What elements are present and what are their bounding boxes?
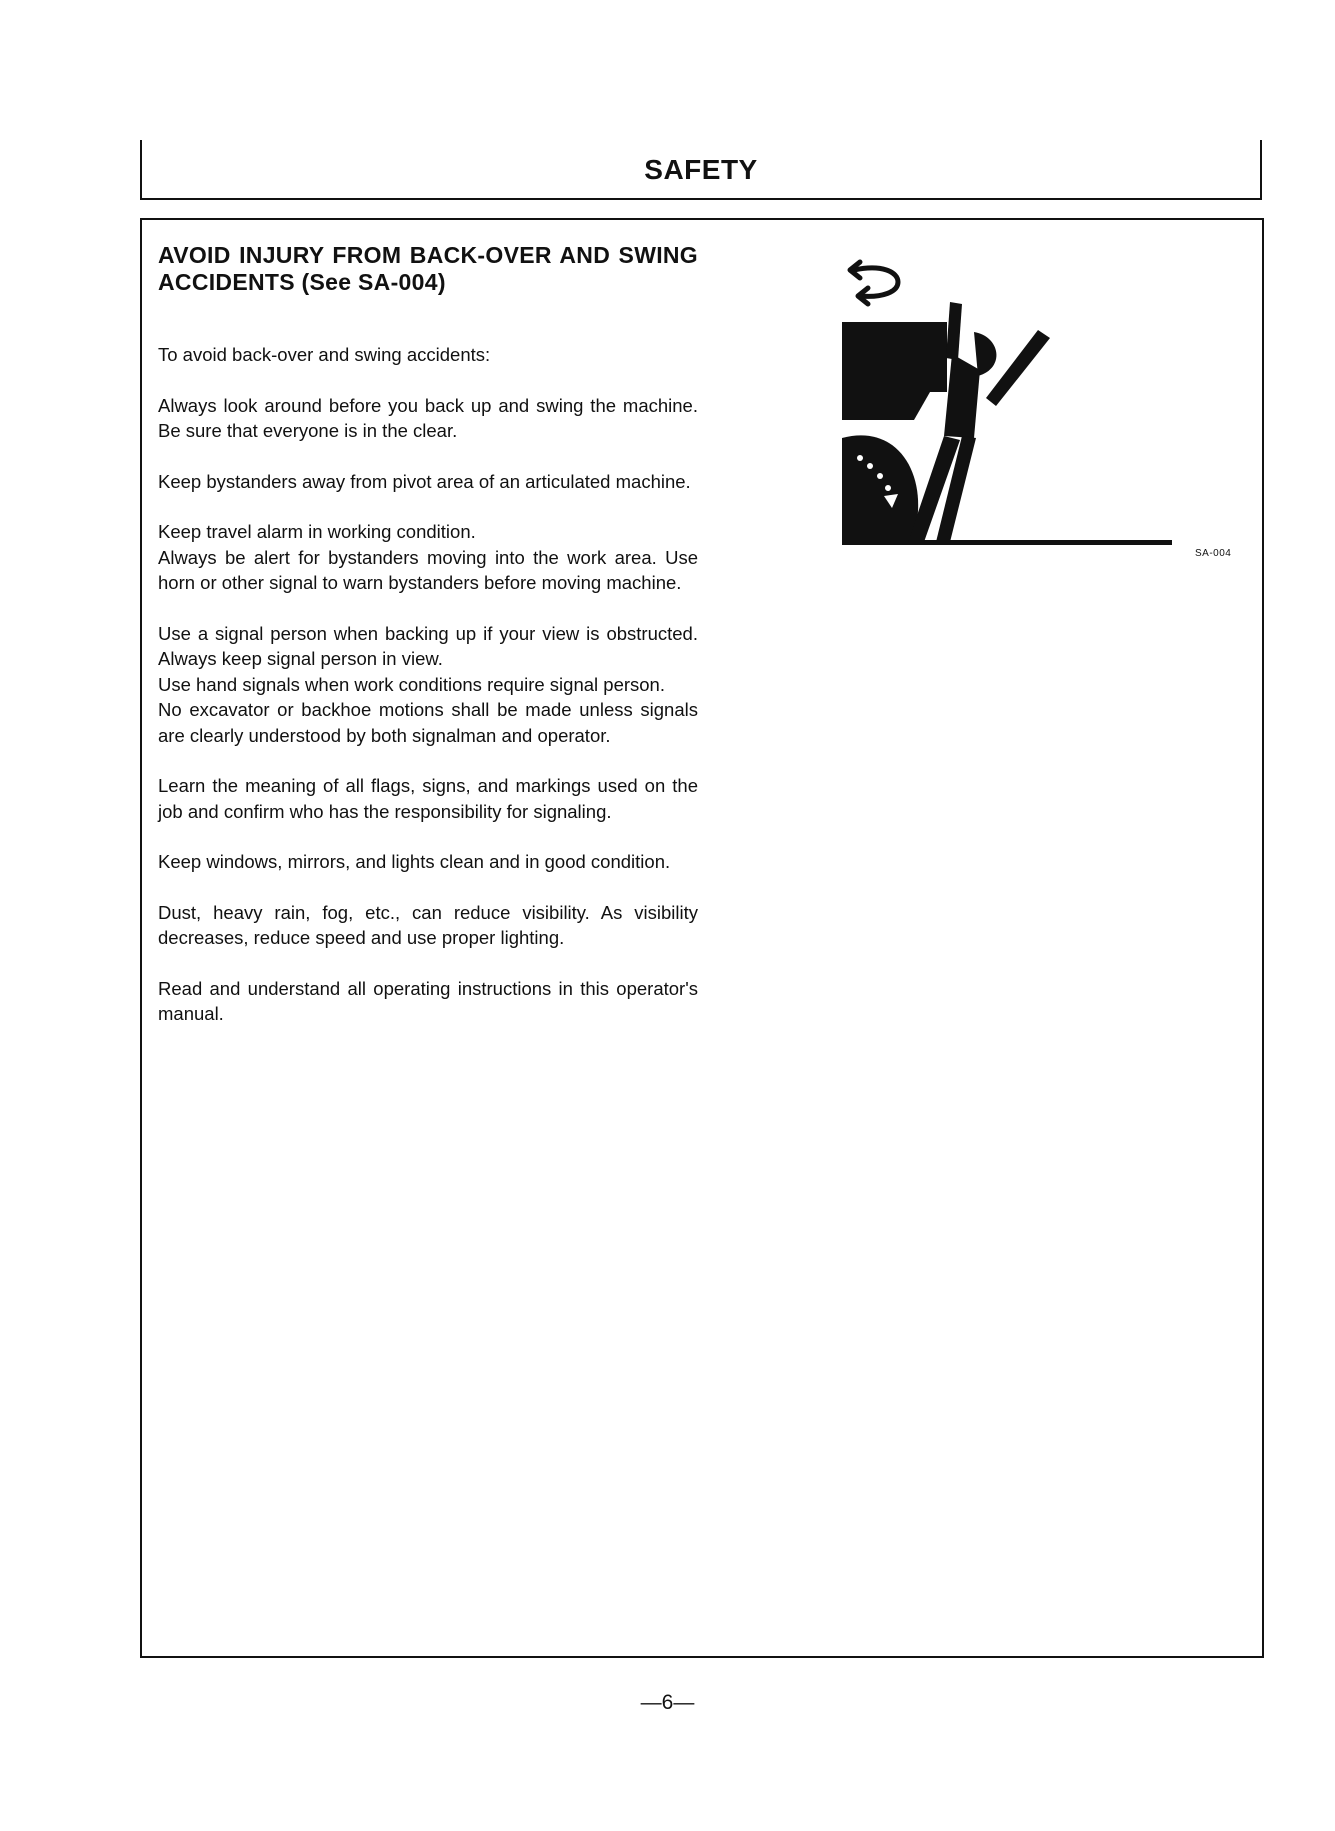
pivot-area-paragraph: Keep bystanders away from pivot area of an articulated machine. bbox=[158, 470, 691, 492]
ground-line bbox=[842, 540, 1172, 545]
travel-alarm-block bbox=[158, 519, 698, 596]
page-header bbox=[140, 140, 1262, 200]
safety-section-box bbox=[140, 218, 1264, 1658]
section-title: AVOID INJURY FROM BACK-OVER AND SWING ACCIDENTS (See SA-004) bbox=[158, 242, 698, 295]
machine-cab-shape bbox=[842, 322, 947, 392]
rotation-arrow-icon bbox=[850, 262, 898, 304]
signal-person-block bbox=[158, 621, 698, 749]
intro-paragraph: To avoid back-over and swing accidents: bbox=[158, 344, 491, 365]
look-around-paragraph: Always look around before you back up and swing the machine. Be sure that everyone is in the clear. bbox=[158, 394, 698, 441]
machine-wheel-shape bbox=[842, 435, 918, 542]
signal-person-paragraph: Use a signal person when backing up if your view is obstructed. Always keep signal person in view. bbox=[158, 622, 698, 669]
visibility-paragraph: Dust, heavy rain, fog, etc., can reduce visibility. As visibility decreases, reduce speed and use proper lighting. bbox=[158, 901, 698, 948]
safety-text-column bbox=[158, 242, 698, 1052]
flags-signs-paragraph: Learn the meaning of all flags, signs, and markings used on the job and confirm who has the responsibility for signaling. bbox=[158, 775, 698, 822]
machine-frame-shape bbox=[842, 392, 930, 420]
travel-alarm-paragraph: Keep travel alarm in working condition. bbox=[158, 521, 476, 542]
page-title: SAFETY bbox=[644, 154, 758, 185]
excavator-motions-paragraph: No excavator or backhoe motions shall be made unless signals are clearly understood by both signalman and operator. bbox=[158, 699, 698, 746]
hand-signals-paragraph: Use hand signals when work conditions require signal person. bbox=[158, 673, 665, 695]
alert-bystanders-paragraph: Always be alert for bystanders moving into the work area. Use horn or other signal to warn bystanders before moving machine. bbox=[158, 546, 698, 593]
figure-caption: SA-004 bbox=[1195, 548, 1232, 559]
windows-mirrors-paragraph: Keep windows, mirrors, and lights clean and in good condition. bbox=[158, 851, 671, 872]
page-number: —6— bbox=[640, 1691, 695, 1714]
back-over-swing-hazard-icon bbox=[812, 242, 1172, 562]
operating-instructions-paragraph: Read and understand all operating instructions in this operator's manual. bbox=[158, 977, 698, 1024]
